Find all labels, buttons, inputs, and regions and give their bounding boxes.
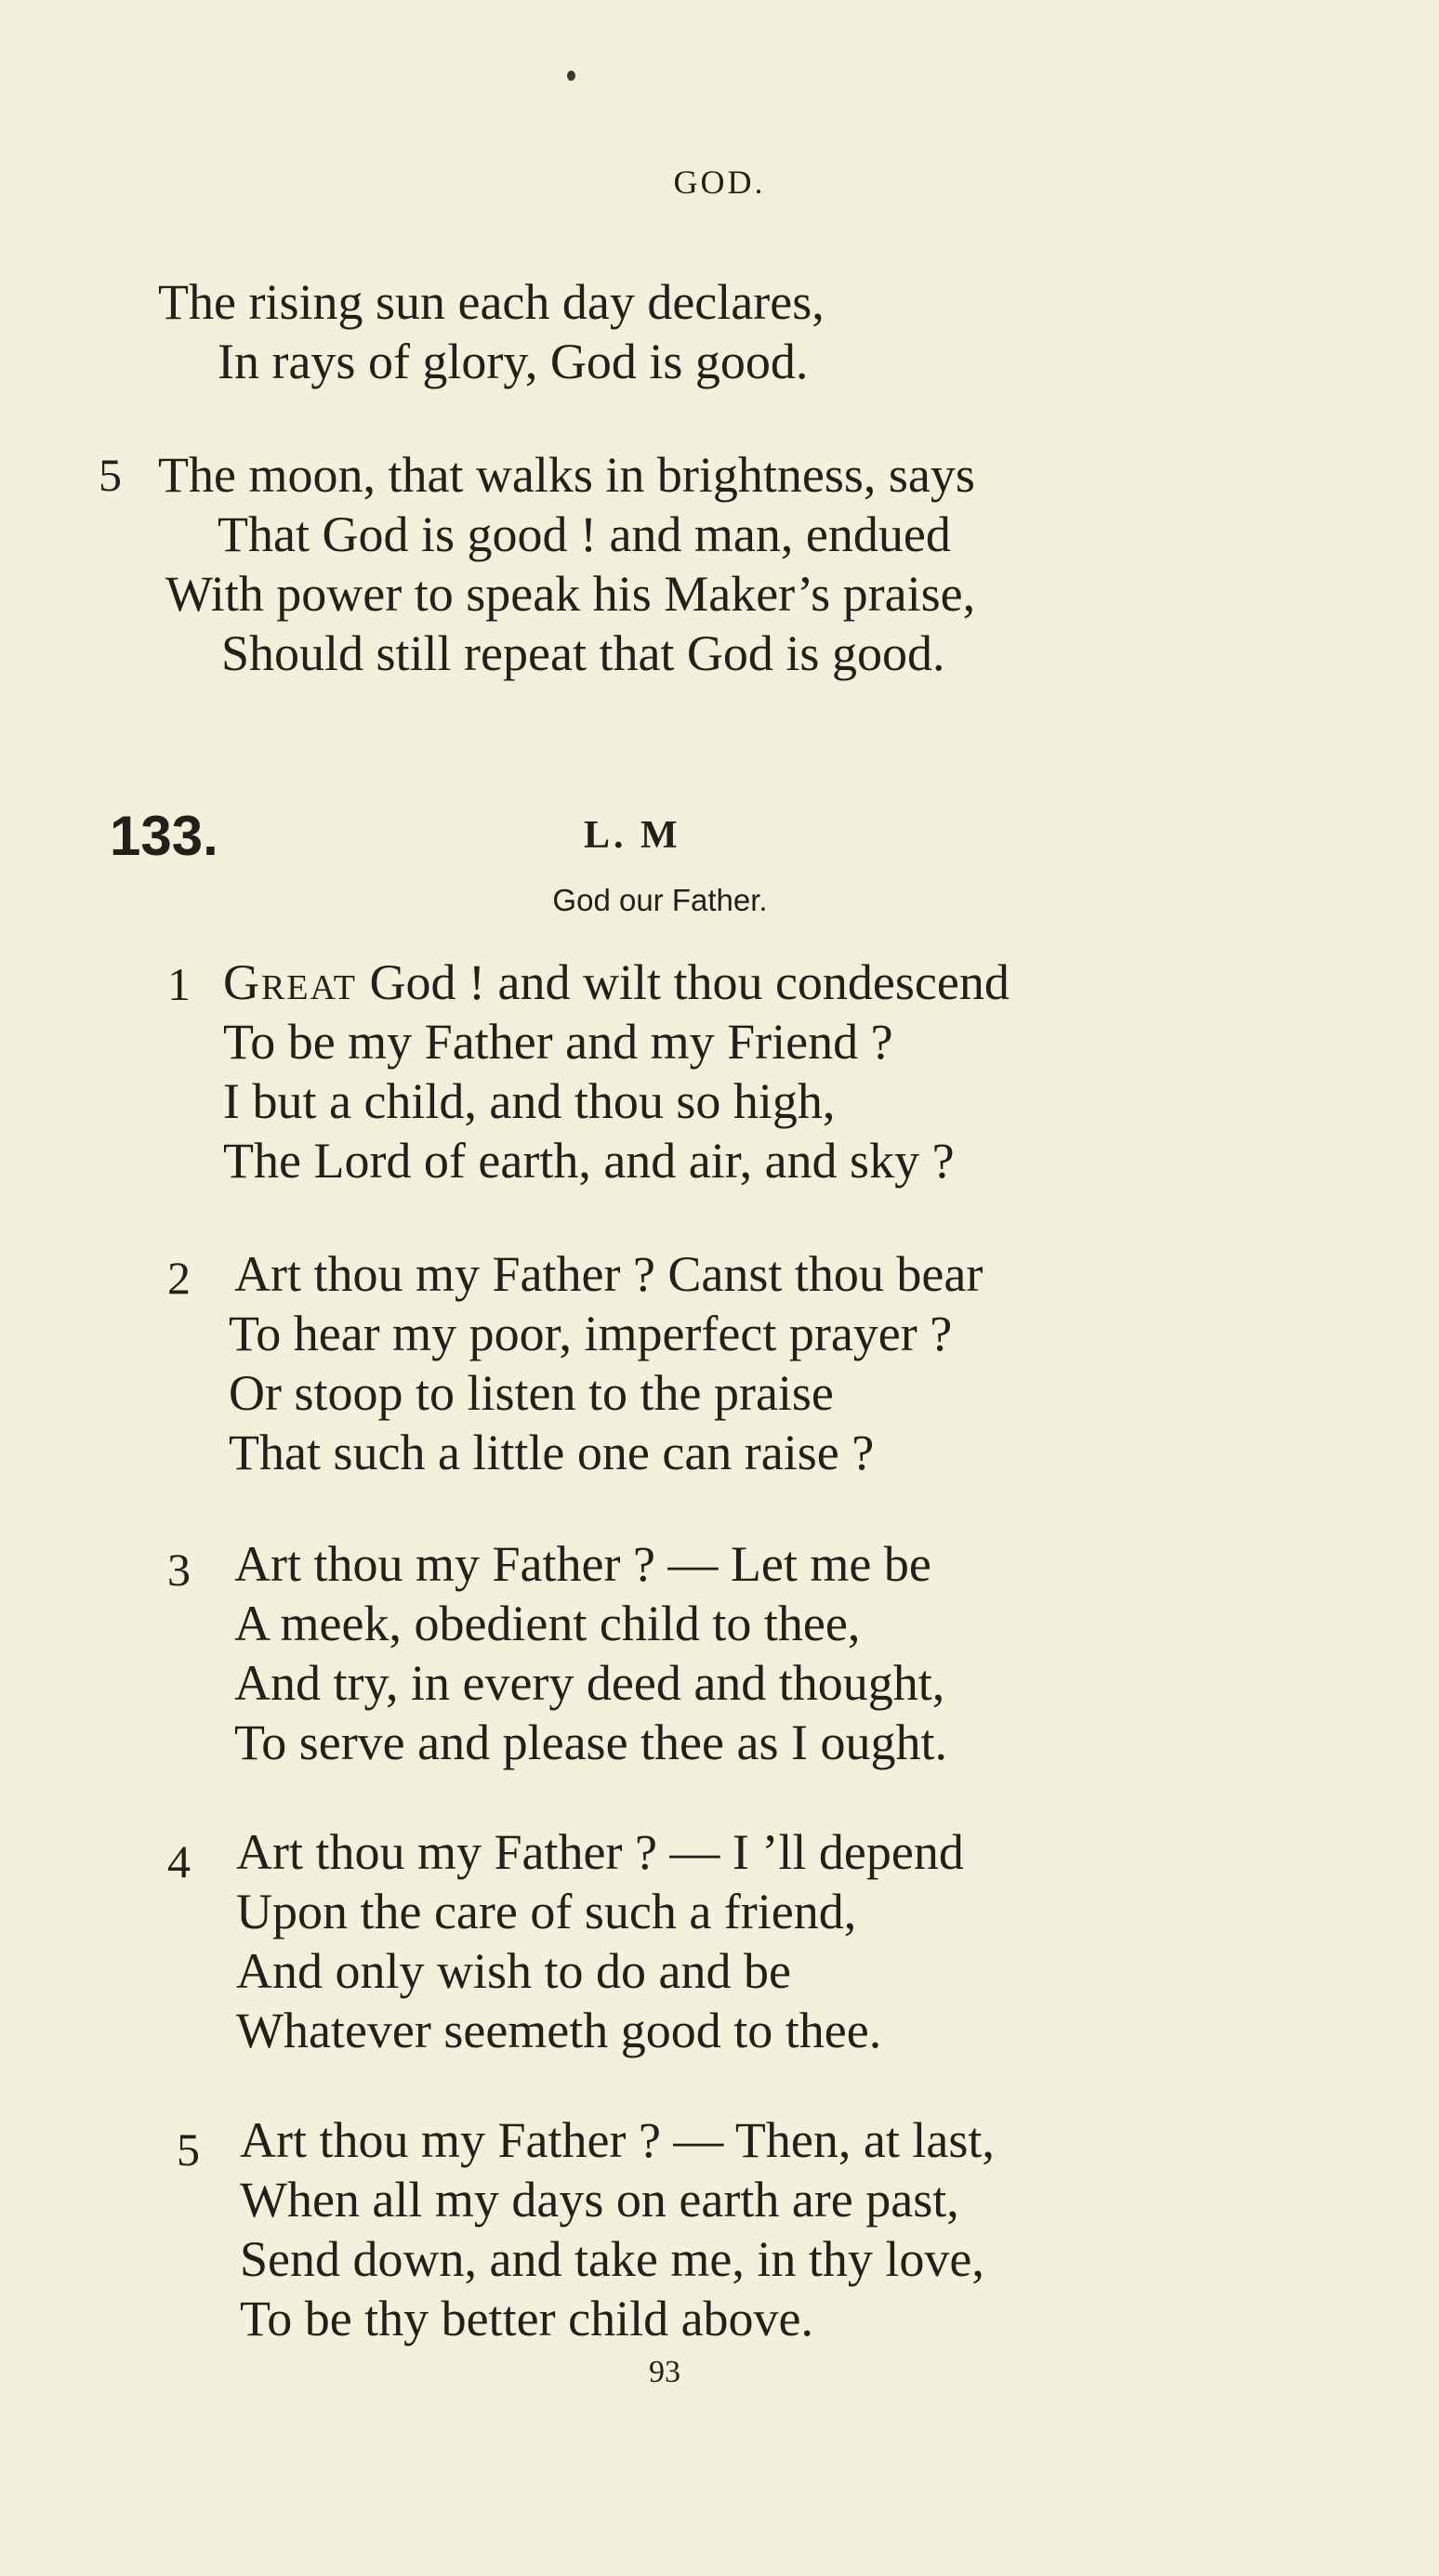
hymn-number: 133. <box>110 805 218 867</box>
verse-line: And only wish to do and be <box>236 1943 791 1999</box>
verse-line: To be thy better child above. <box>240 2291 814 2346</box>
verse-line: Should still repeat that God is good. <box>221 625 945 681</box>
verse-line: The rising sun each day declares, <box>158 274 825 330</box>
verse-line: With power to speak his Maker’s praise, <box>165 566 976 622</box>
verse-line: And try, in every deed and thought, <box>234 1655 945 1711</box>
verse-line: The moon, that walks in brightness, says <box>158 447 975 503</box>
verse-line: When all my days on earth are past, <box>240 2172 959 2228</box>
hymn-meter: L. M <box>584 814 681 857</box>
verse-line: Art thou my Father ? Canst thou bear <box>234 1246 984 1302</box>
verse-line: Upon the care of such a friend, <box>236 1884 857 1939</box>
verse-number: 4 <box>167 1835 191 1887</box>
page-number: 93 <box>649 2355 680 2389</box>
verse-line: A meek, obedient child to thee, <box>234 1596 861 1651</box>
verse-line: To be my Father and my Friend ? <box>223 1014 893 1070</box>
running-head: GOD. <box>673 164 766 201</box>
verse-line: I but a child, and thou so high, <box>223 1073 836 1129</box>
verse-line: In rays of glory, God is good. <box>218 334 809 389</box>
verse-line <box>223 954 1010 1010</box>
verse-line: That God is good ! and man, endued <box>218 506 951 562</box>
hymn-title: God our Father. <box>552 883 768 917</box>
verse-number: 5 <box>99 449 122 501</box>
verse-line: Art thou my Father ? — I ’ll depend <box>236 1824 964 1880</box>
verse-line: Or stoop to listen to the praise <box>229 1365 834 1421</box>
verse-line: Whatever seemeth good to thee. <box>236 2003 882 2058</box>
verse-line: Send down, and take me, in thy love, <box>240 2231 984 2287</box>
verse-line: The Lord of earth, and air, and sky ? <box>223 1133 955 1189</box>
verse-line: To hear my poor, imperfect prayer ? <box>229 1306 953 1361</box>
verse-number: 3 <box>167 1544 191 1596</box>
verse-number: 2 <box>167 1252 191 1304</box>
ink-speck <box>567 71 575 81</box>
verse-number: 1 <box>167 958 191 1010</box>
verse-initial-word: Great <box>223 954 357 1010</box>
verse-line: That such a little one can raise ? <box>229 1425 875 1480</box>
verse-number: 5 <box>177 2123 200 2175</box>
verse-line: Art thou my Father ? — Let me be <box>234 1536 931 1592</box>
verse-line: Art thou my Father ? — Then, at last, <box>240 2112 995 2168</box>
verse-line: To serve and please thee as I ought. <box>234 1715 947 1770</box>
verse-line-rest: God ! and wilt thou condescend <box>357 954 1010 1010</box>
